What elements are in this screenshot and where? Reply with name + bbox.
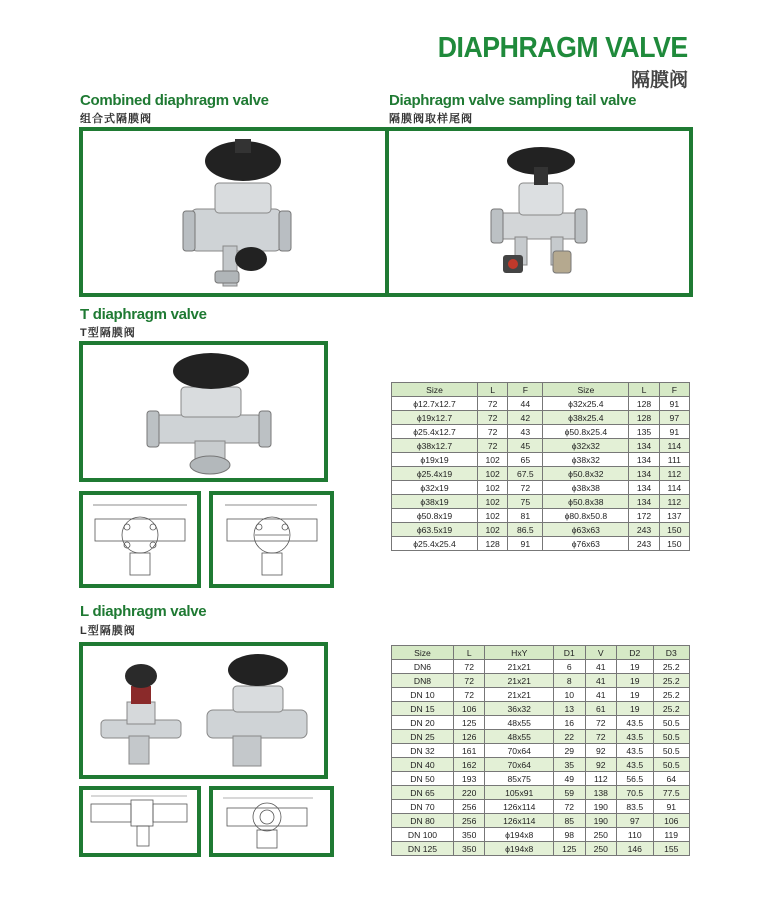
t-valve-drawing-front: [79, 491, 201, 588]
table-cell: 25.2: [653, 688, 690, 702]
table-cell: 70.5: [617, 786, 653, 800]
table-cell: 106: [653, 814, 690, 828]
table-cell: 102: [478, 481, 508, 495]
table-cell: 41: [585, 660, 617, 674]
table-cell: 119: [653, 828, 690, 842]
table-cell: 220: [453, 786, 485, 800]
table-cell: 65: [508, 453, 543, 467]
table-cell: 91: [659, 425, 689, 439]
table-cell: ϕ12.7x12.7: [392, 397, 478, 411]
table-cell: 25.2: [653, 660, 690, 674]
table-cell: DN6: [392, 660, 454, 674]
table-cell: 6: [554, 660, 586, 674]
table-cell: ϕ25.4x19: [392, 467, 478, 481]
table-cell: 41: [585, 688, 617, 702]
table-cell: ϕ25.4x25.4: [392, 537, 478, 551]
table-cell: 135: [629, 425, 659, 439]
table-cell: 102: [478, 509, 508, 523]
table-row: [392, 397, 690, 411]
table-row: [392, 842, 690, 856]
table-cell: DN 100: [392, 828, 454, 842]
table-cell: 98: [554, 828, 586, 842]
table-cell: 243: [629, 523, 659, 537]
l-valve-title: L diaphragm valve: [80, 603, 207, 620]
table-cell: DN 20: [392, 716, 454, 730]
t-valve-dimension-table: [391, 382, 690, 551]
table-cell: 85x75: [485, 772, 554, 786]
t-valve-drawing-side-image: [213, 495, 330, 584]
table-cell: 25.2: [653, 674, 690, 688]
table-cell: 72: [508, 481, 543, 495]
table-row: [392, 786, 690, 800]
table-cell: 350: [453, 842, 485, 856]
table-cell: 21x21: [485, 660, 554, 674]
table-cell: 29: [554, 744, 586, 758]
table-cell: 97: [617, 814, 653, 828]
table-cell: 50.5: [653, 730, 690, 744]
table-cell: 250: [585, 828, 617, 842]
table-cell: 72: [478, 397, 508, 411]
table-row: [392, 523, 690, 537]
table-cell: 43.5: [617, 744, 653, 758]
table-row: [392, 439, 690, 453]
table-cell: 35: [554, 758, 586, 772]
column-header: Size: [392, 383, 478, 397]
table-cell: 25.2: [653, 702, 690, 716]
table-row: [392, 425, 690, 439]
table-cell: 45: [508, 439, 543, 453]
sampling-valve-image: [389, 131, 689, 293]
table-row: [392, 828, 690, 842]
column-header: V: [585, 646, 617, 660]
table-cell: 92: [585, 758, 617, 772]
table-cell: 150: [659, 523, 689, 537]
table-row: [392, 537, 690, 551]
table-header-row: [392, 383, 690, 397]
column-header: F: [508, 383, 543, 397]
table-cell: 102: [478, 467, 508, 481]
table-row: [392, 772, 690, 786]
t-valve-title: T diaphragm valve: [80, 306, 207, 323]
table-cell: 134: [629, 495, 659, 509]
sampling-valve-subtitle: 隔膜阀取样尾阀: [389, 113, 473, 125]
column-header: L: [629, 383, 659, 397]
table-row: [392, 814, 690, 828]
table-cell: 126: [453, 730, 485, 744]
table-cell: ϕ50.8x32: [543, 467, 629, 481]
table-cell: DN 80: [392, 814, 454, 828]
table-cell: ϕ38x38: [543, 481, 629, 495]
table-cell: 8: [554, 674, 586, 688]
table-cell: DN 32: [392, 744, 454, 758]
table-row: [392, 481, 690, 495]
table-cell: 50.5: [653, 744, 690, 758]
table-cell: 72: [478, 411, 508, 425]
table-row: [392, 688, 690, 702]
table-cell: 138: [585, 786, 617, 800]
table-cell: ϕ38x19: [392, 495, 478, 509]
l-valve-drawing-front-image: [83, 790, 197, 853]
table-cell: 161: [453, 744, 485, 758]
table-cell: 83.5: [617, 800, 653, 814]
table-cell: ϕ32x19: [392, 481, 478, 495]
table-cell: 19: [617, 688, 653, 702]
l-valve-dimension-table: [391, 645, 690, 856]
table-cell: 50.5: [653, 716, 690, 730]
column-header: Size: [543, 383, 629, 397]
column-header: D2: [617, 646, 653, 660]
l-valve-drawing-side: [209, 786, 334, 857]
table-cell: 43.5: [617, 730, 653, 744]
table-cell: ϕ25.4x12.7: [392, 425, 478, 439]
table-cell: 125: [453, 716, 485, 730]
column-header: Size: [392, 646, 454, 660]
table-cell: 256: [453, 800, 485, 814]
table-cell: 91: [653, 800, 690, 814]
table-cell: 13: [554, 702, 586, 716]
table-cell: 43.5: [617, 716, 653, 730]
table-row: [392, 744, 690, 758]
table-cell: 72: [453, 674, 485, 688]
table-cell: 72: [453, 660, 485, 674]
table-cell: 110: [617, 828, 653, 842]
table-cell: 134: [629, 439, 659, 453]
table-cell: 193: [453, 772, 485, 786]
table-cell: 72: [554, 800, 586, 814]
t-valve-image: [83, 345, 324, 478]
table-cell: 114: [659, 439, 689, 453]
table-cell: 67.5: [508, 467, 543, 481]
table-cell: 19: [617, 702, 653, 716]
table-cell: 59: [554, 786, 586, 800]
table-row: [392, 467, 690, 481]
table-cell: 134: [629, 467, 659, 481]
table-cell: ϕ32x32: [543, 439, 629, 453]
table-cell: 112: [585, 772, 617, 786]
table-row: [392, 509, 690, 523]
t-valve-drawing-side: [209, 491, 334, 588]
table-cell: ϕ63x63: [543, 523, 629, 537]
table-cell: 36x32: [485, 702, 554, 716]
table-cell: ϕ50.8x38: [543, 495, 629, 509]
table-cell: 50.5: [653, 758, 690, 772]
table-cell: DN8: [392, 674, 454, 688]
table-cell: 43: [508, 425, 543, 439]
table-cell: 105x91: [485, 786, 554, 800]
table-cell: 112: [659, 495, 689, 509]
table-cell: 48x55: [485, 730, 554, 744]
table-cell: 22: [554, 730, 586, 744]
table-row: [392, 411, 690, 425]
table-row: [392, 495, 690, 509]
table-cell: 112: [659, 467, 689, 481]
table-cell: 72: [478, 439, 508, 453]
table-cell: 190: [585, 800, 617, 814]
table-cell: 70x64: [485, 758, 554, 772]
table-cell: ϕ32x25.4: [543, 397, 629, 411]
table-row: [392, 716, 690, 730]
table-header-row: [392, 646, 690, 660]
table-row: [392, 800, 690, 814]
table-cell: 91: [508, 537, 543, 551]
table-cell: ϕ19x12.7: [392, 411, 478, 425]
table-cell: 137: [659, 509, 689, 523]
table-cell: 56.5: [617, 772, 653, 786]
table-cell: ϕ38x32: [543, 453, 629, 467]
table-cell: ϕ76x63: [543, 537, 629, 551]
table-cell: 48x55: [485, 716, 554, 730]
table-cell: 134: [629, 453, 659, 467]
page-subtitle: 隔膜阀: [630, 70, 688, 91]
table-cell: 350: [453, 828, 485, 842]
table-cell: DN 65: [392, 786, 454, 800]
table-cell: 19: [617, 660, 653, 674]
table-row: [392, 702, 690, 716]
sampling-valve-title: Diaphragm valve sampling tail valve: [389, 92, 637, 109]
t-valve-subtitle: T型隔膜阀: [80, 327, 136, 339]
table-cell: 134: [629, 481, 659, 495]
table-cell: 43.5: [617, 758, 653, 772]
table-cell: 125: [554, 842, 586, 856]
table-cell: 21x21: [485, 688, 554, 702]
l-valve-image: [83, 646, 324, 775]
table-cell: 81: [508, 509, 543, 523]
table-cell: 162: [453, 758, 485, 772]
table-cell: 155: [653, 842, 690, 856]
column-header: D1: [554, 646, 586, 660]
table-cell: 21x21: [485, 674, 554, 688]
table-cell: 10: [554, 688, 586, 702]
table-cell: 72: [585, 730, 617, 744]
table-cell: 150: [659, 537, 689, 551]
table-cell: 146: [617, 842, 653, 856]
table-cell: ϕ194x8: [485, 828, 554, 842]
page-title: DIAPHRAGM VALVE: [437, 32, 688, 64]
column-header: F: [659, 383, 689, 397]
combined-valve-subtitle: 组合式隔膜阀: [80, 113, 152, 125]
table-cell: 16: [554, 716, 586, 730]
table-cell: 72: [585, 716, 617, 730]
table-cell: 70x64: [485, 744, 554, 758]
table-row: [392, 758, 690, 772]
table-cell: 91: [659, 397, 689, 411]
table-row: [392, 453, 690, 467]
table-row: [392, 674, 690, 688]
table-cell: 44: [508, 397, 543, 411]
table-cell: ϕ194x8: [485, 842, 554, 856]
table-cell: 256: [453, 814, 485, 828]
table-cell: 106: [453, 702, 485, 716]
table-cell: DN 50: [392, 772, 454, 786]
table-row: [392, 730, 690, 744]
table-cell: 126x114: [485, 800, 554, 814]
table-cell: 77.5: [653, 786, 690, 800]
table-cell: 85: [554, 814, 586, 828]
l-valve-photo-frame: [79, 642, 328, 779]
table-cell: 128: [629, 411, 659, 425]
table-cell: DN 40: [392, 758, 454, 772]
l-valve-drawing-front: [79, 786, 201, 857]
table-cell: DN 10: [392, 688, 454, 702]
table-cell: 72: [453, 688, 485, 702]
table-cell: 92: [585, 744, 617, 758]
l-valve-drawing-side-image: [213, 790, 330, 853]
table-cell: 111: [659, 453, 689, 467]
l-valve-subtitle: L型隔膜阀: [80, 625, 136, 637]
table-cell: DN 125: [392, 842, 454, 856]
column-header: L: [453, 646, 485, 660]
table-cell: 41: [585, 674, 617, 688]
table-cell: 243: [629, 537, 659, 551]
table-cell: 128: [478, 537, 508, 551]
table-cell: 86.5: [508, 523, 543, 537]
table-cell: 75: [508, 495, 543, 509]
table-cell: ϕ50.8x19: [392, 509, 478, 523]
combined-valve-image: [83, 131, 385, 293]
table-cell: ϕ38x25.4: [543, 411, 629, 425]
combined-valve-photo-frame: [79, 127, 389, 297]
t-valve-photo-frame: [79, 341, 328, 482]
table-cell: 102: [478, 453, 508, 467]
table-cell: 190: [585, 814, 617, 828]
table-cell: 250: [585, 842, 617, 856]
table-cell: 172: [629, 509, 659, 523]
table-cell: DN 25: [392, 730, 454, 744]
table-cell: 126x114: [485, 814, 554, 828]
table-cell: 102: [478, 523, 508, 537]
column-header: HxY: [485, 646, 554, 660]
table-cell: 42: [508, 411, 543, 425]
table-cell: 72: [478, 425, 508, 439]
t-valve-drawing-front-image: [83, 495, 197, 584]
column-header: D3: [653, 646, 690, 660]
table-cell: ϕ38x12.7: [392, 439, 478, 453]
table-cell: ϕ80.8x50.8: [543, 509, 629, 523]
table-cell: DN 70: [392, 800, 454, 814]
table-cell: ϕ19x19: [392, 453, 478, 467]
table-cell: 64: [653, 772, 690, 786]
table-cell: DN 15: [392, 702, 454, 716]
table-cell: 61: [585, 702, 617, 716]
table-cell: ϕ63.5x19: [392, 523, 478, 537]
table-cell: 49: [554, 772, 586, 786]
table-cell: 19: [617, 674, 653, 688]
combined-valve-title: Combined diaphragm valve: [80, 92, 269, 109]
table-row: [392, 660, 690, 674]
table-cell: ϕ50.8x25.4: [543, 425, 629, 439]
table-cell: 128: [629, 397, 659, 411]
table-cell: 114: [659, 481, 689, 495]
table-cell: 97: [659, 411, 689, 425]
column-header: L: [478, 383, 508, 397]
table-cell: 102: [478, 495, 508, 509]
sampling-valve-photo-frame: [385, 127, 693, 297]
